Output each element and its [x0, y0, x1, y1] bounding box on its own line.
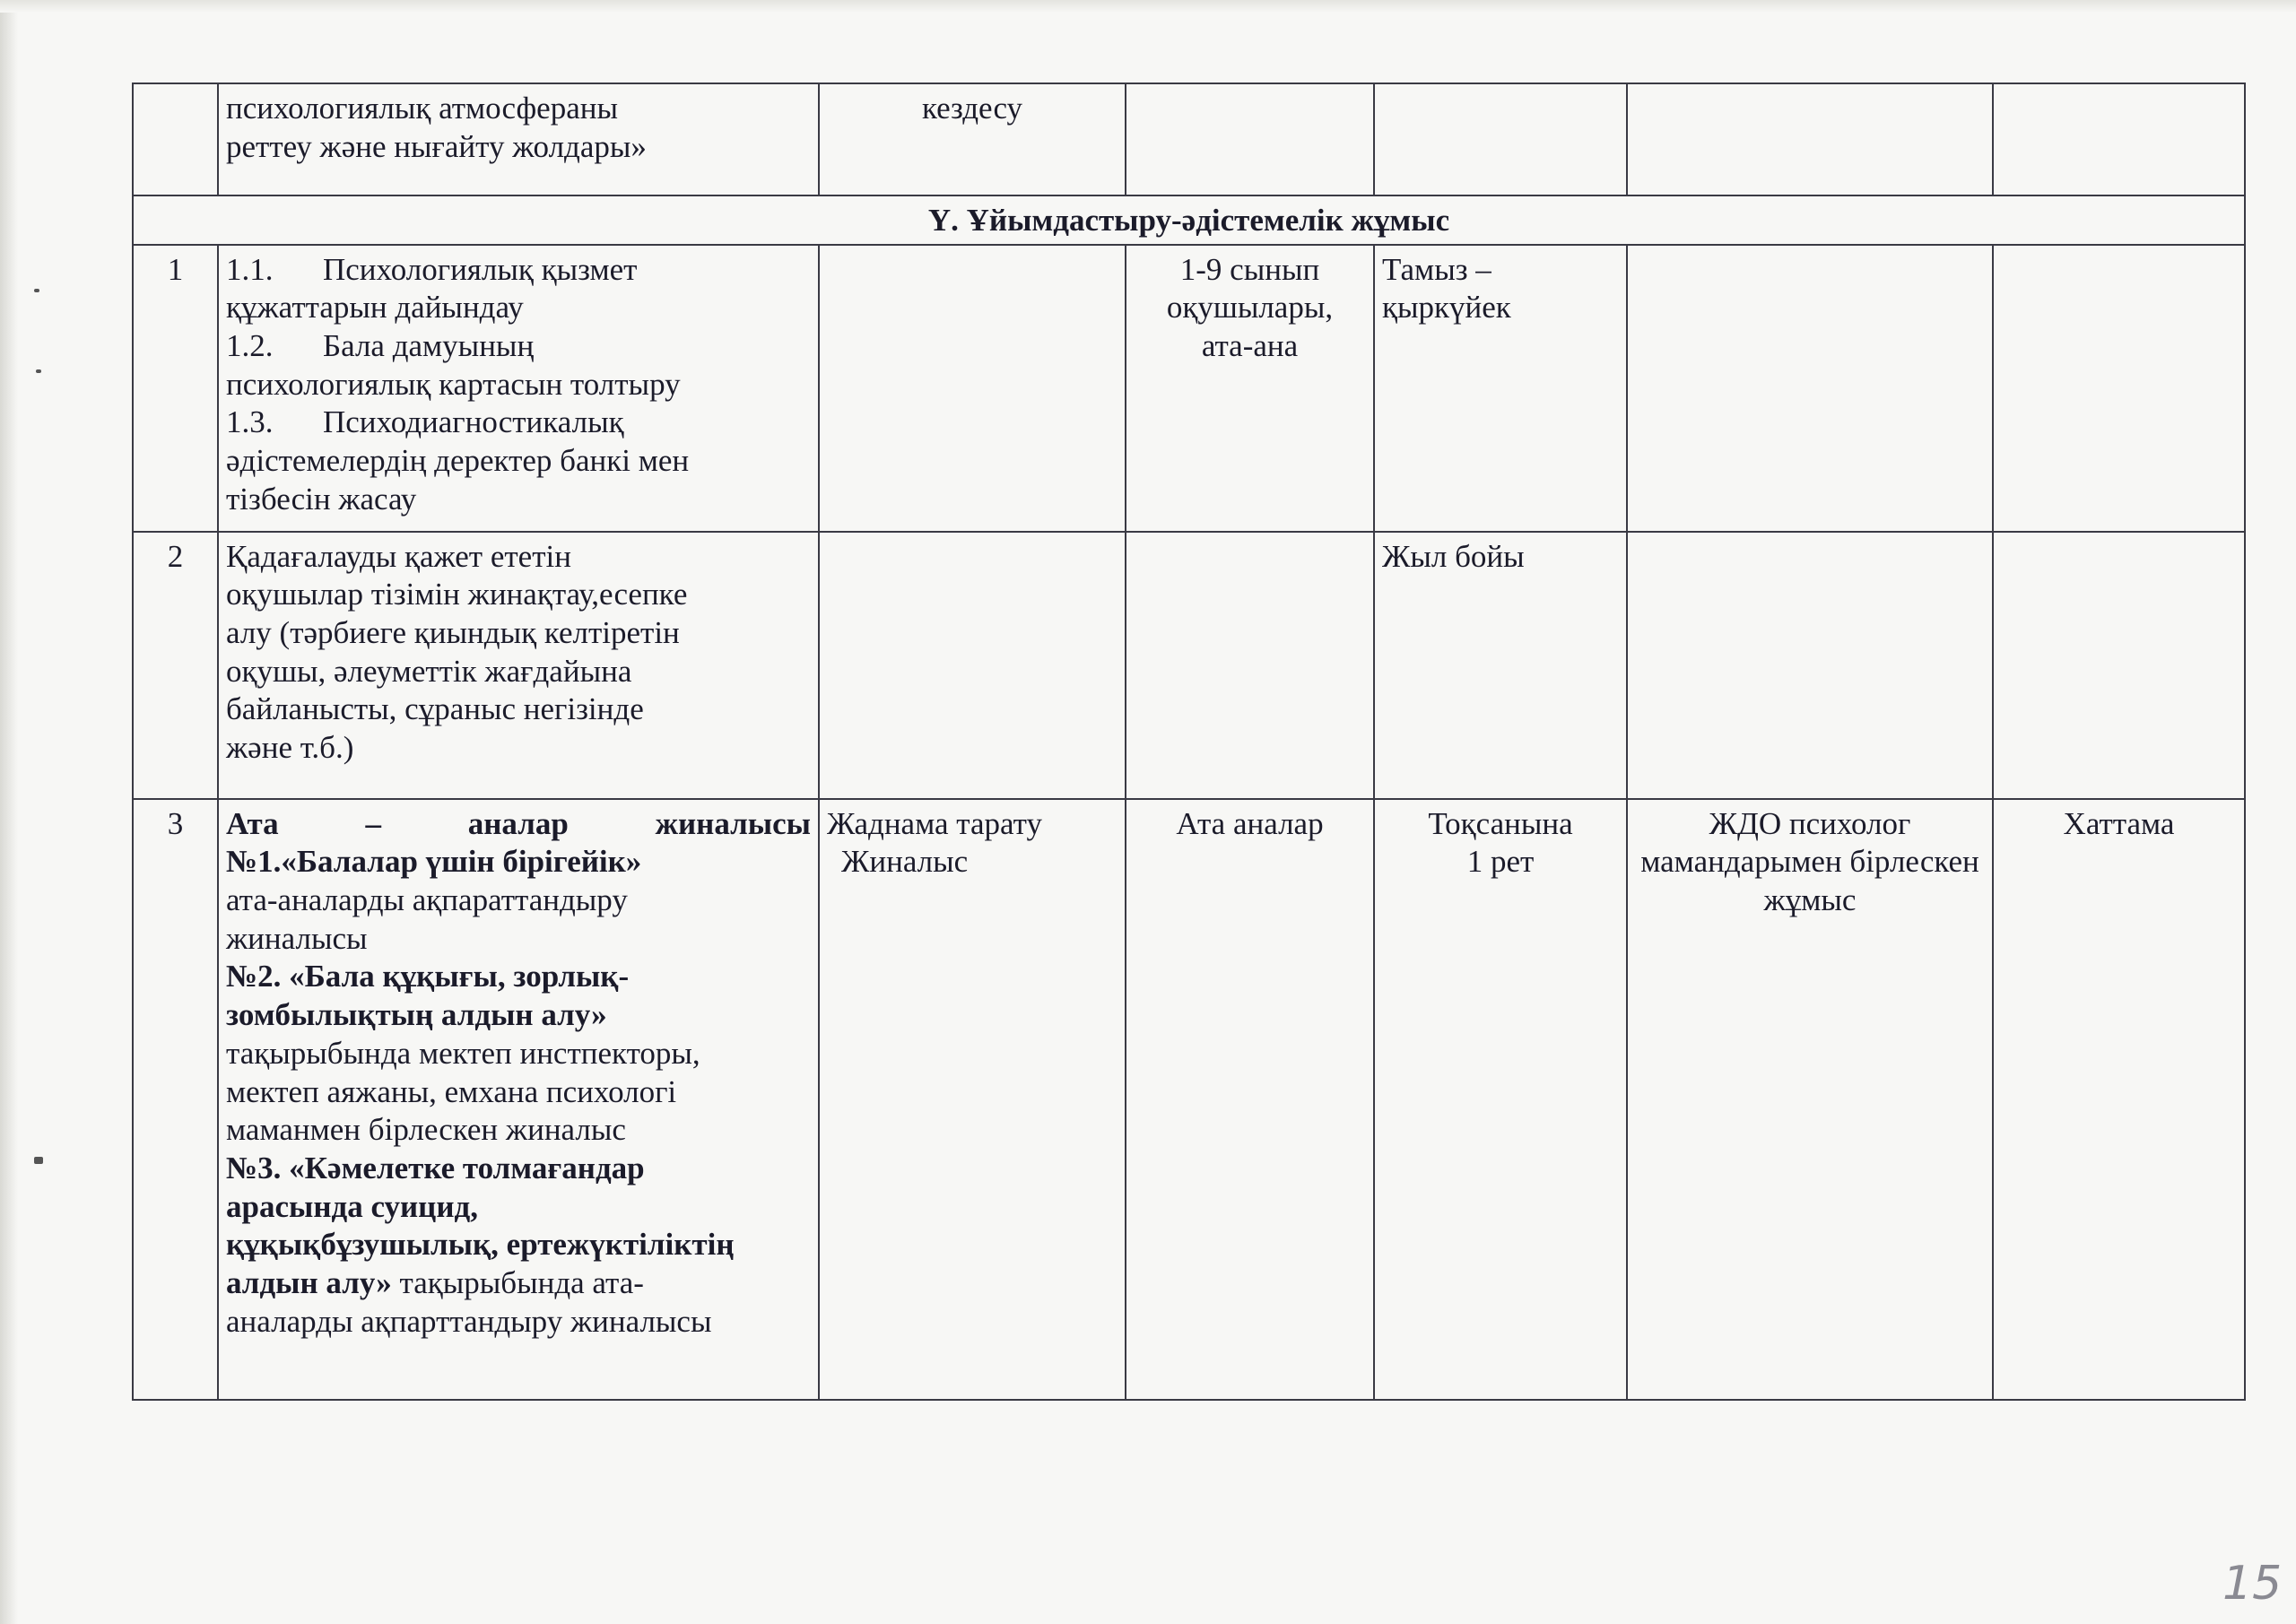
cell-partners [1627, 532, 1993, 799]
cell-participants [1126, 83, 1374, 195]
scan-speck [34, 1157, 43, 1164]
cell-form [819, 245, 1126, 532]
section-row [133, 195, 2245, 245]
plan-table [132, 83, 2246, 1401]
cell-result [1993, 532, 2245, 799]
cell-form: Жаднама тарату Жиналыс [819, 799, 1126, 1400]
cell-result: Хаттама [1993, 799, 2245, 1400]
cell-time: Жыл бойы [1374, 532, 1627, 799]
cell-topic: 1.1. Психологиялық қызмет құжаттарын дайындау 1.2. Бала дамуының психологиялық картасын толтыру 1.3. Психодиагностикалық әдістемелердің деректер банкі мен тізбесін жасау [218, 245, 819, 532]
cell-form: кездесу [819, 83, 1126, 195]
table-row-intro [133, 83, 2245, 195]
row-number: 2 [133, 532, 218, 799]
cell-participants: Ата аналар [1126, 799, 1374, 1400]
cell-participants: 1-9 сынып оқушылары, ата-ана [1126, 245, 1374, 532]
section-title: Ү. Ұйымдастыру-әдістемелік жұмыс [133, 195, 2245, 245]
cell-form [819, 532, 1126, 799]
cell-topic: Ата – аналар жиналысы №1.«Балалар үшін бірігейік» ата-аналарды ақпараттандыру жиналысы №2. «Бала құқығы, зорлық- зомбылықтың алдын алу» тақырыбында мектеп инстпекторы, мектеп аяжаны, емхана психологі маманмен бірлескен жиналыс №3. «Кәмелетке толмағандар арасында суицид, құқықбұзушылық, ертежүктіліктің алдын алу» тақырыбында ата- аналарды ақпарттандыру жиналысы [218, 799, 819, 1400]
cell-participants [1126, 532, 1374, 799]
cell-result [1993, 245, 2245, 532]
table-row-3 [133, 799, 2245, 1400]
table-row-2 [133, 532, 2245, 799]
cell-time [1374, 83, 1627, 195]
table-row-1 [133, 245, 2245, 532]
row-number: 3 [133, 799, 218, 1400]
row-number: 1 [133, 245, 218, 532]
cell-time: Тамыз – қыркүйек [1374, 245, 1627, 532]
page-number: 15 [2222, 1557, 2283, 1611]
cell-partners [1627, 245, 1993, 532]
row3-heading: Ата – аналар жиналысы [226, 805, 811, 841]
cell-time: Тоқсанына 1 рет [1374, 799, 1627, 1400]
scan-speck [34, 289, 39, 292]
cell-topic: психологиялық атмосфераны реттеу және нығайту жолдары» [218, 83, 819, 195]
scan-speck [36, 369, 41, 373]
cell-partners: ЖДО психолог мамандарымен бірлескен жұмыс [1627, 799, 1993, 1400]
cell-topic: Қадағалауды қажет ететін оқушылар тізімін жинақтау,есепке алу (тәрбиеге қиындық келтіретін оқушы, әлеуметтік жағдайына байланысты, сұраныс негізінде және т.б.) [218, 532, 819, 799]
scan-edge-top [0, 0, 2296, 13]
cell-result [1993, 83, 2245, 195]
scan-edge-left [0, 0, 18, 1624]
cell-num [133, 83, 218, 195]
cell-partners [1627, 83, 1993, 195]
